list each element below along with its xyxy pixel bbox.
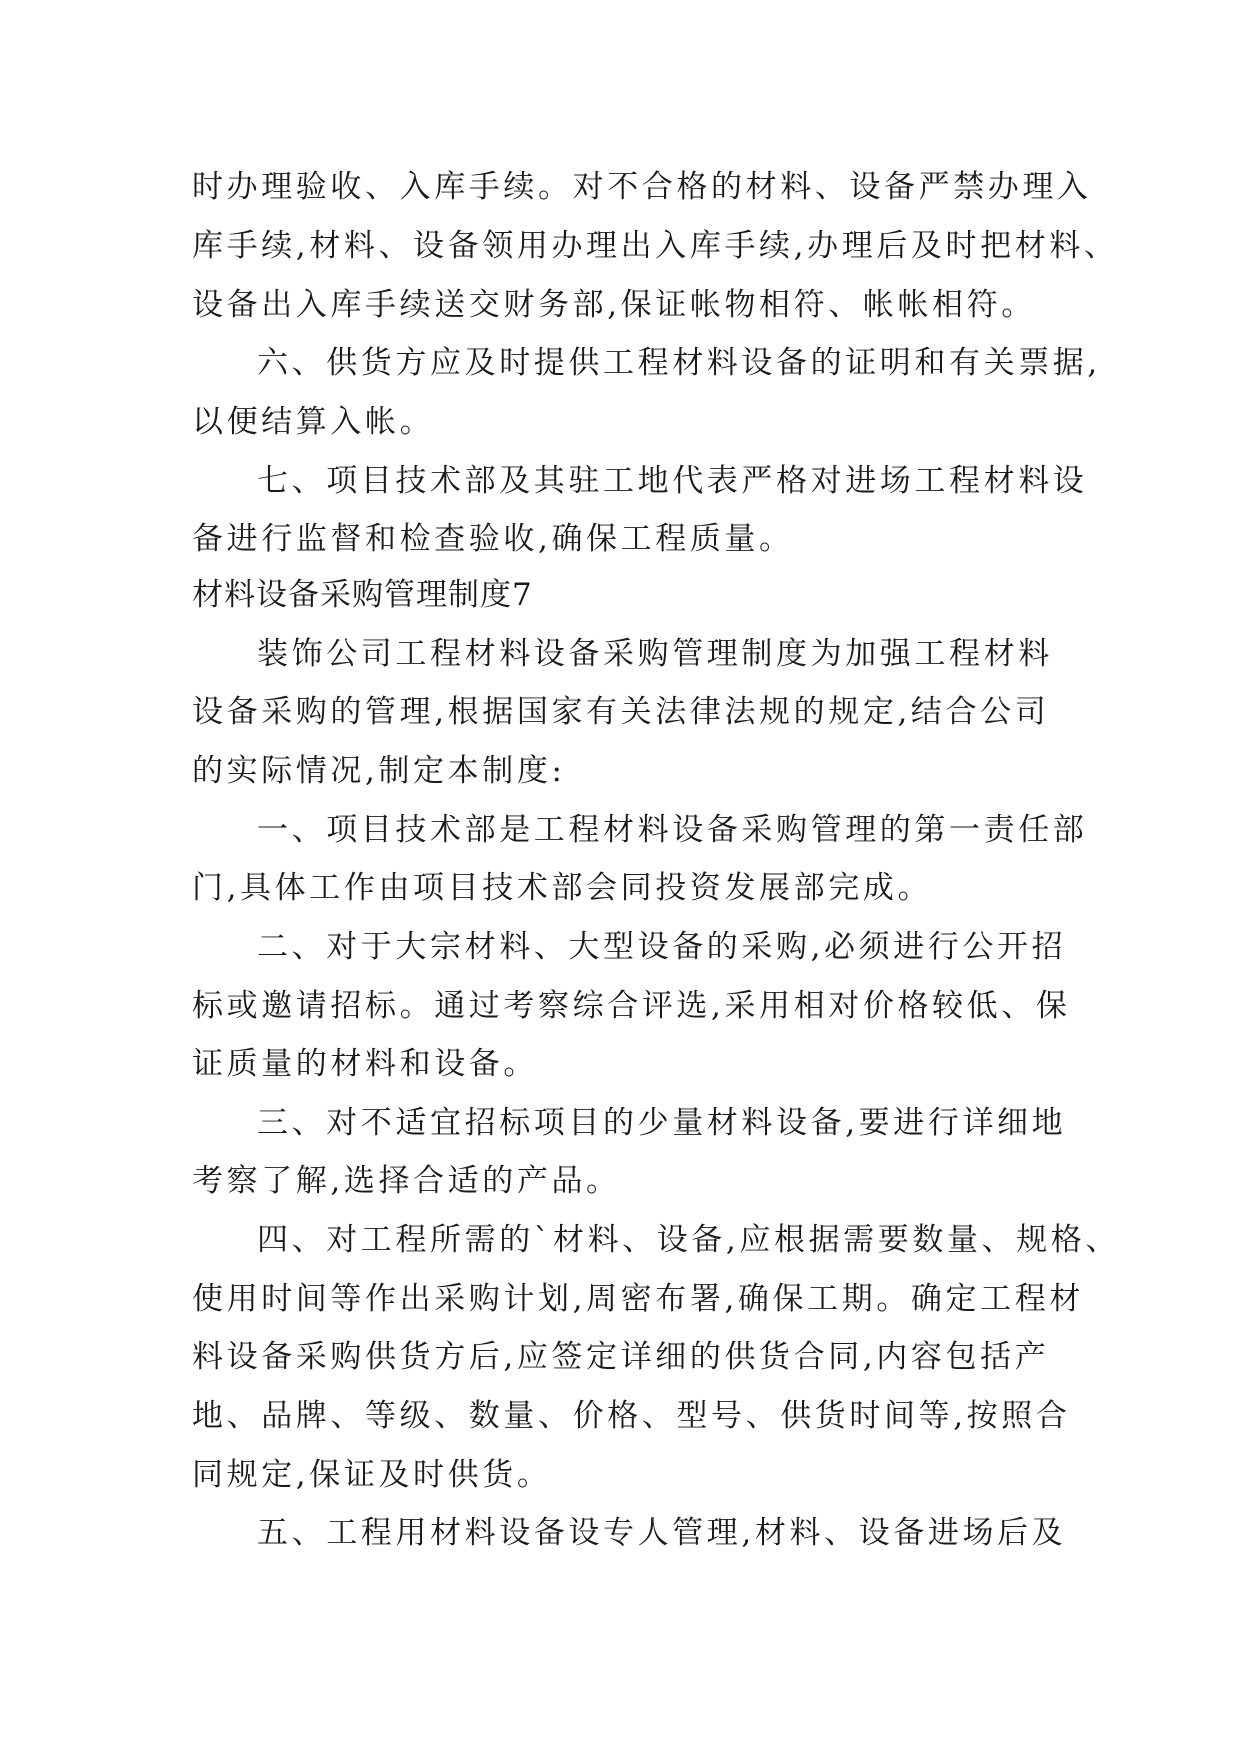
text-line: 以便结算入帐。 — [192, 404, 435, 440]
section-heading: 材料设备采购管理制度7 — [192, 577, 533, 613]
text-line: 库手续,材料、设备领用办理出入库手续,办理后及时把材料、 — [192, 228, 1119, 264]
text-line: 时办理验收、入库手续。对不合格的材料、设备严禁办理入 — [192, 169, 1092, 205]
text-line: 考察了解,选择合适的产品。 — [192, 1163, 621, 1199]
text-line: 地、品牌、等级、数量、价格、型号、供货时间等,按照合 — [192, 1398, 1071, 1434]
paragraph-start-line: 三、对不适宜招标项目的少量材料设备,要进行详细地 — [257, 1105, 1067, 1141]
text-line: 使用时间等作出采购计划,周密布署,确保工期。确定工程材 — [192, 1281, 1084, 1317]
paragraph-start-line: 五、工程用材料设备设专人管理,材料、设备进场后及 — [257, 1515, 1067, 1551]
text-line: 的实际情况,制定本制度: — [192, 753, 566, 789]
paragraph-start-line: 六、供货方应及时提供工程材料设备的证明和有关票据, — [257, 345, 1101, 381]
text-line: 标或邀请招标。通过考察综合评选,采用相对价格较低、保 — [192, 988, 1071, 1024]
text-line: 证质量的材料和设备。 — [192, 1046, 538, 1082]
text-line: 门,具体工作由项目技术部会同投资发展部完成。 — [192, 870, 933, 906]
text-line: 料设备采购供货方后,应签定详细的供货合同,内容包括产 — [192, 1339, 1050, 1375]
text-line: 设备出入库手续送交财务部,保证帐物相符、帐帐相符。 — [192, 287, 1036, 323]
paragraph-start-line: 一、项目技术部是工程材料设备采购管理的第一责任部 — [257, 812, 1088, 848]
paragraph-start-line: 四、对工程所需的`材料、设备,应根据需要数量、规格、 — [257, 1222, 1120, 1258]
paragraph-start-line: 二、对于大宗材料、大型设备的采购,必须进行公开招 — [257, 929, 1067, 965]
paragraph-start-line: 装饰公司工程材料设备采购管理制度为加强工程材料 — [257, 636, 1053, 672]
text-line: 备进行监督和检查验收,确保工程质量。 — [192, 521, 794, 557]
text-line: 同规定,保证及时供货。 — [192, 1457, 552, 1493]
paragraph-start-line: 七、项目技术部及其驻工地代表严格对进场工程材料设 — [257, 463, 1088, 499]
text-line: 设备采购的管理,根据国家有关法律法规的规定,结合公司 — [192, 694, 1050, 730]
